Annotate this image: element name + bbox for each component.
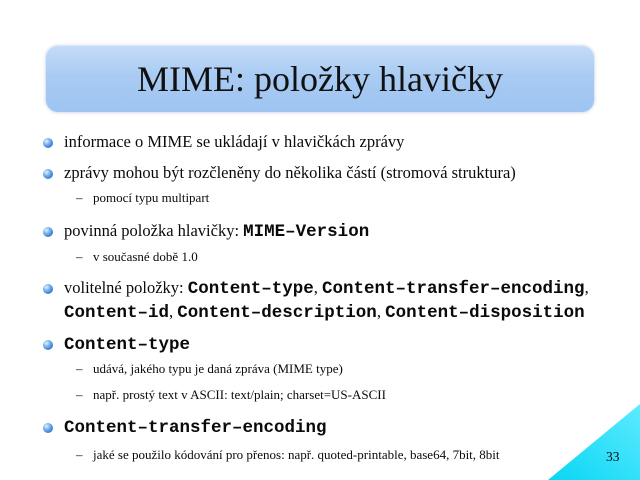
sub-text: udává, jakého typu je daná zpráva (MIME type)	[93, 361, 343, 376]
bullet-text: povinná položka hlavičky:	[64, 221, 244, 240]
bullet-item-optional-fields-continued	[64, 302, 585, 322]
bullet-text: volitelné položky:	[64, 278, 188, 297]
sub-marker: –	[76, 387, 83, 402]
sub-text: pomocí typu multipart	[93, 190, 210, 205]
code-content-id: Content–id	[64, 303, 170, 323]
bullet-item-optional-fields	[64, 278, 589, 298]
page-number: 33	[606, 449, 620, 464]
sub-marker: –	[76, 190, 83, 205]
sub-item-content-type-example	[76, 387, 386, 403]
code-content-type-heading: Content–type	[64, 335, 191, 355]
title-box	[46, 46, 594, 112]
sub-item-encoding-meaning	[76, 447, 500, 463]
separator: ,	[169, 302, 178, 321]
sub-text: v současné době 1.0	[93, 249, 198, 264]
corner-triangle	[540, 400, 640, 480]
bullet-icon	[43, 340, 53, 350]
sub-marker: –	[76, 249, 83, 264]
code-content-transfer-encoding: Content–transfer–encoding	[322, 279, 585, 299]
sub-item-current-version	[76, 249, 198, 265]
code-content-transfer-encoding-heading: Content–transfer–encoding	[64, 418, 327, 438]
slide-title: MIME: položky hlavičky	[137, 59, 503, 99]
bullet-text: informace o MIME se ukládají v hlavičkách zprávy	[64, 132, 405, 151]
bullet-item-mandatory-field	[64, 221, 369, 241]
bullet-icon	[43, 227, 53, 237]
bullet-item-content-transfer-encoding	[64, 417, 327, 437]
bullet-icon	[43, 169, 53, 179]
sub-item-multipart	[76, 190, 209, 206]
code-mime-version: MIME–Version	[243, 222, 370, 242]
separator: ,	[313, 278, 323, 297]
sub-marker: –	[76, 361, 83, 376]
bullet-icon	[43, 284, 53, 294]
sub-text: např. prostý text v ASCII: text/plain; charset=US-ASCII	[93, 387, 386, 402]
bullet-icon	[43, 138, 53, 148]
bullet-icon	[43, 423, 53, 433]
bullet-item-multipart-parts	[64, 163, 516, 183]
bullet-item-mime-storage	[64, 132, 404, 152]
sub-item-content-type-meaning	[76, 361, 343, 377]
code-content-type: Content–type	[187, 279, 314, 299]
sub-marker: –	[76, 447, 83, 462]
code-content-disposition: Content–disposition	[385, 303, 585, 323]
bullet-text: zprávy mohou být rozčleněny do několika částí (stromová struktura)	[64, 163, 516, 182]
sub-text: jaké se použilo kódování pro přenos: např. quoted-printable, base64, 7bit, 8bit	[93, 447, 500, 462]
separator: ,	[584, 278, 589, 297]
code-content-description: Content–description	[177, 303, 377, 323]
separator: ,	[376, 302, 386, 321]
bullet-item-content-type	[64, 334, 190, 354]
